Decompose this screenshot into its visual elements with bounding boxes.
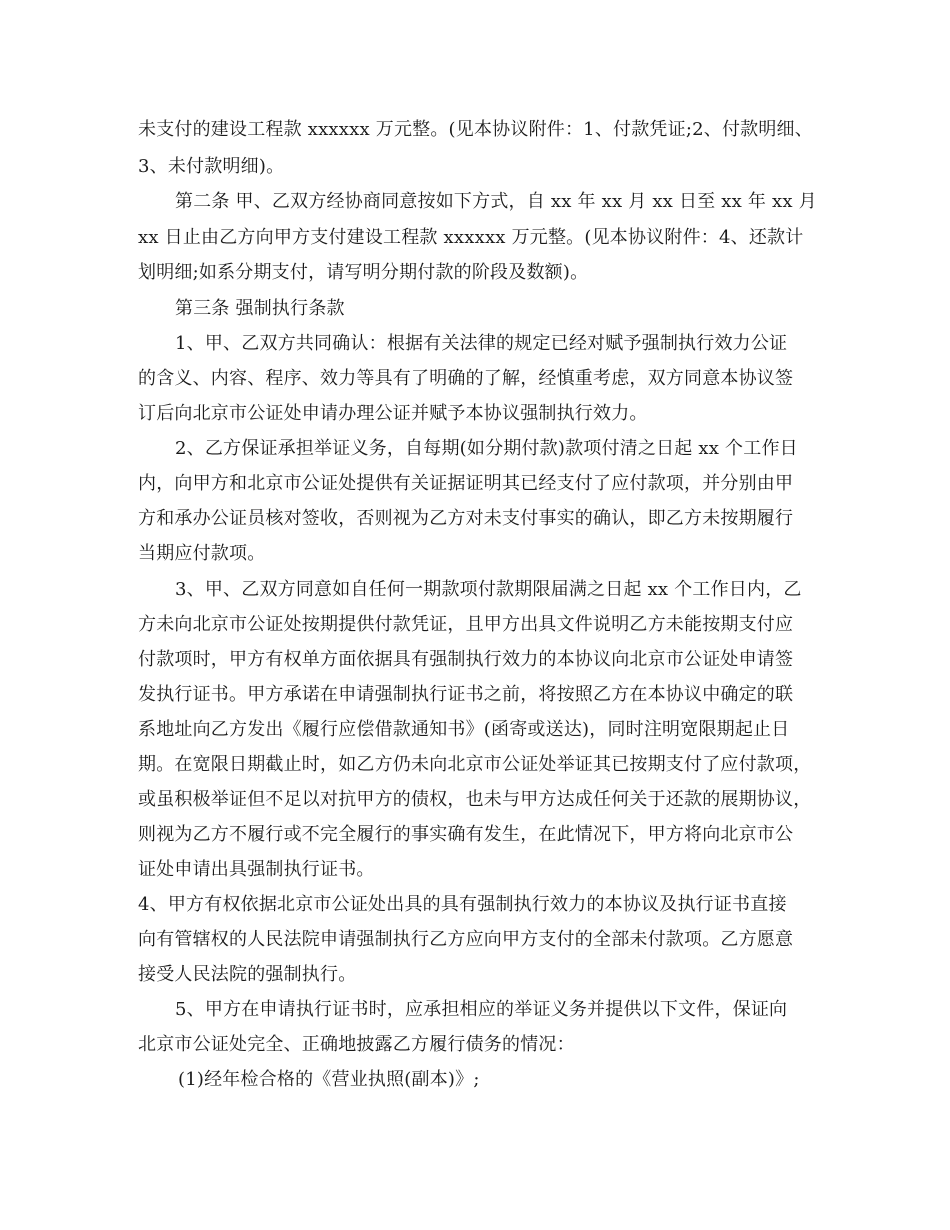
clause-4-line: 4、甲方有权依据北京市公证处出具的具有强制执行效力的本协议及执行证书直接 bbox=[138, 894, 787, 915]
text-line: 或虽积极举证但不足以对抗甲方的债权，也未与甲方达成任何关于还款的展期协议， bbox=[138, 789, 812, 810]
text-line: 订后向北京市公证处申请办理公证并赋予本协议强制执行效力。 bbox=[138, 403, 648, 424]
text-line: 证处申请出具强制执行证书。 bbox=[138, 859, 375, 880]
list-item: (1)经年检合格的《营业执照(副本)》; bbox=[178, 1069, 480, 1090]
text-line: 的含义、内容、程序、效力等具有了明确的了解，经慎重考虑，双方同意本协议签 bbox=[138, 368, 794, 389]
text-line: 则视为乙方不履行或不完全履行的事实确有发生，在此情况下，甲方将向北京市公 bbox=[138, 824, 794, 845]
text-line: 划明细;如系分期支付，请写明分期付款的阶段及数额)。 bbox=[138, 262, 589, 283]
text-line: xx 日止由乙方向甲方支付建设工程款 xxxxxx 万元整。(见本协议附件：4、还款计 bbox=[138, 227, 804, 248]
text-line: 付款项时，甲方有权单方面依据具有强制执行效力的本协议向北京市公证处申请签 bbox=[138, 649, 794, 670]
text-line: 3、未付款明细)。 bbox=[138, 156, 285, 177]
text-line: 内，向甲方和北京市公证处提供有关证据证明其已经支付了应付款项，并分别由甲 bbox=[138, 473, 794, 494]
clause-3-line: 3、甲、乙双方同意如自任何一期款项付款期限届满之日起 xx 个工作日内，乙 bbox=[175, 579, 802, 600]
text-line: 北京市公证处完全、正确地披露乙方履行债务的情况： bbox=[138, 1034, 575, 1055]
text-line: 期。在宽限日期截止时，如乙方仍未向北京市公证处举证其已按期支付了应付款项， bbox=[138, 754, 812, 775]
article-3-heading: 第三条 强制执行条款 bbox=[175, 298, 345, 319]
text-line: 方和承办公证员核对签收，否则视为乙方对未支付事实的确认，即乙方未按期履行 bbox=[138, 508, 794, 529]
text-line: 向有管辖权的人民法院申请强制执行乙方应向甲方支付的全部未付款项。乙方愿意 bbox=[138, 929, 794, 950]
text-line: 未支付的建设工程款 xxxxxx 万元整。(见本协议附件：1、付款凭证;2、付款明细、 bbox=[138, 119, 813, 140]
text-line: 当期应付款项。 bbox=[138, 543, 266, 564]
text-line: 接受人民法院的强制执行。 bbox=[138, 964, 357, 985]
clause-1-line: 1、甲、乙双方共同确认：根据有关法律的规定已经对赋予强制执行效力公证 bbox=[175, 333, 788, 354]
text-line: 发执行证书。甲方承诺在申请强制执行证书之前，将按照乙方在本协议中确定的联 bbox=[138, 684, 794, 705]
text-line: 系地址向乙方发出《履行应偿借款通知书》(函寄或送达)，同时注明宽限期起止日 bbox=[138, 719, 790, 740]
article-2-heading: 第二条 甲、乙双方经协商同意按如下方式，自 xx 年 xx 月 xx 日至 xx 年 xx 月 bbox=[175, 191, 817, 212]
clause-2-line: 2、乙方保证承担举证义务，自每期(如分期付款)款项付清之日起 xx 个工作日 bbox=[175, 438, 798, 459]
text-line: 方未向北京市公证处按期提供付款凭证，且甲方出具文件说明乙方未能按期支付应 bbox=[138, 614, 794, 635]
clause-5-line: 5、甲方在申请执行证书时，应承担相应的举证义务并提供以下文件，保证向 bbox=[175, 999, 788, 1020]
